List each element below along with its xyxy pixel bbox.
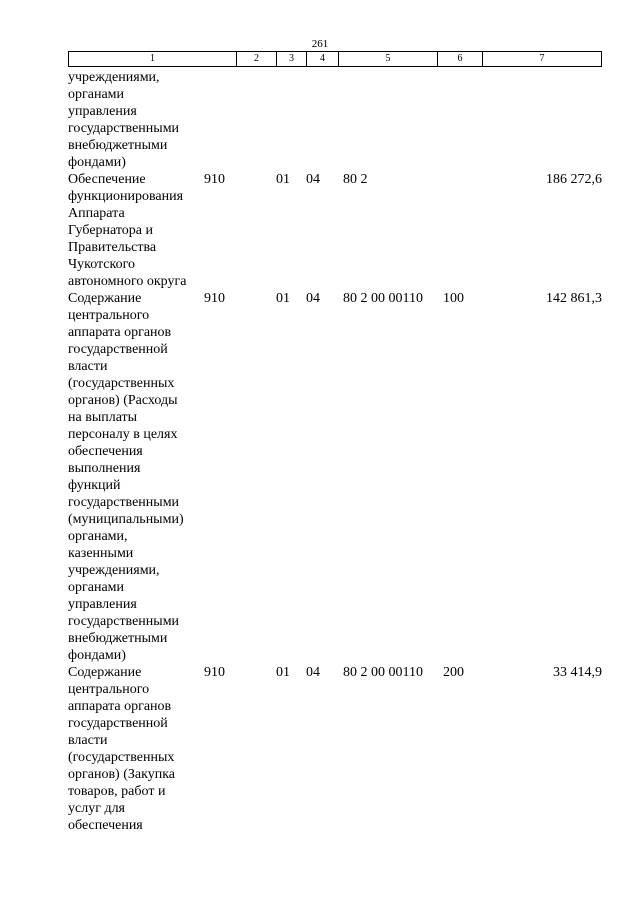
- amount-cell: 186 272,6: [546, 172, 602, 187]
- subsection-cell: 04: [306, 172, 320, 187]
- item-name-line: власти: [68, 359, 108, 374]
- item-name-line: Чукотского: [68, 257, 135, 272]
- column-header-7: 7: [539, 53, 545, 64]
- table-row: [68, 69, 602, 171]
- item-name-line: Содержание: [68, 291, 142, 306]
- page-number: 261: [311, 38, 329, 50]
- item-name-line: Губернатора и: [68, 223, 154, 238]
- item-name-line: внебюджетными: [68, 138, 168, 153]
- item-name-line: аппарата органов: [68, 325, 172, 340]
- subsection-cell: 04: [306, 291, 320, 306]
- item-name-cell: [68, 290, 204, 664]
- column-header-5: 5: [339, 52, 438, 66]
- item-name-line: (государственных: [68, 750, 175, 765]
- section-cell: 01: [276, 665, 290, 680]
- item-name-line: государственными: [68, 495, 180, 510]
- expense-type-cell: 100: [443, 291, 464, 306]
- item-name-cell: [68, 664, 204, 834]
- item-name-line: власти: [68, 733, 108, 748]
- budget-code-cell: 910: [204, 172, 225, 187]
- item-name-line: Обеспечение: [68, 172, 146, 187]
- target-article-cell: 80 2 00 00110: [343, 291, 423, 306]
- item-name-line: государственными: [68, 614, 180, 629]
- section-cell: 01: [276, 291, 290, 306]
- item-name-line: (государственных: [68, 376, 175, 391]
- item-name-line: органов) (Закупка: [68, 767, 176, 782]
- target-article-cell: 80 2: [343, 172, 368, 187]
- item-name-line: внебюджетными: [68, 631, 168, 646]
- amount-cell: 33 414,9: [553, 665, 602, 680]
- table-header: [68, 51, 602, 67]
- table-row: [68, 664, 602, 834]
- item-name-line: центрального: [68, 308, 150, 323]
- item-name-line: функционирования: [68, 189, 184, 204]
- item-name-line: учреждениями,: [68, 70, 160, 85]
- item-name-line: фондами): [68, 648, 126, 663]
- item-name-line: аппарата органов: [68, 699, 172, 714]
- budget-code-cell: 910: [204, 665, 225, 680]
- item-name-line: органами: [68, 580, 125, 595]
- table-body: [68, 69, 602, 834]
- column-header-6: 6: [438, 52, 483, 66]
- item-name-line: товаров, работ и: [68, 784, 166, 799]
- item-name-line: центрального: [68, 682, 150, 697]
- item-name-cell: [68, 171, 204, 290]
- item-name-line: органами: [68, 87, 125, 102]
- item-name-line: персоналу в целях: [68, 427, 178, 442]
- item-name-cell: [68, 69, 204, 171]
- target-article-cell: 80 2 00 00110: [343, 665, 423, 680]
- column-header-1: 1: [69, 52, 237, 66]
- item-name-line: государственной: [68, 716, 168, 731]
- item-name-line: учреждениями,: [68, 563, 160, 578]
- item-name-line: Содержание: [68, 665, 142, 680]
- item-name-line: управления: [68, 597, 137, 612]
- subsection-cell: 04: [306, 665, 320, 680]
- item-name-line: органами,: [68, 529, 128, 544]
- item-name-line: обеспечения: [68, 818, 143, 833]
- item-name-line: выполнения: [68, 461, 141, 476]
- item-name-line: казенными: [68, 546, 134, 561]
- table-row: [68, 171, 602, 290]
- item-name-line: государственными: [68, 121, 180, 136]
- section-cell: 01: [276, 172, 290, 187]
- item-name-line: Правительства: [68, 240, 157, 255]
- item-name-line: Аппарата: [68, 206, 125, 221]
- budget-code-cell: 910: [204, 291, 225, 306]
- item-name-line: фондами): [68, 155, 126, 170]
- item-name-line: функций: [68, 478, 121, 493]
- amount-cell: 142 861,3: [546, 291, 602, 306]
- item-name-line: (муниципальными): [68, 512, 184, 527]
- column-header-4: 4: [307, 52, 339, 66]
- column-header-2: 2: [237, 52, 277, 66]
- expense-type-cell: 200: [443, 665, 464, 680]
- item-name-line: органов) (Расходы: [68, 393, 178, 408]
- item-name-line: обеспечения: [68, 444, 143, 459]
- column-header-3: 3: [277, 52, 307, 66]
- item-name-line: на выплаты: [68, 410, 138, 425]
- item-name-line: услуг для: [68, 801, 125, 816]
- item-name-line: управления: [68, 104, 137, 119]
- table-row: [68, 290, 602, 664]
- item-name-line: автономного округа: [68, 274, 187, 289]
- item-name-line: государственной: [68, 342, 168, 357]
